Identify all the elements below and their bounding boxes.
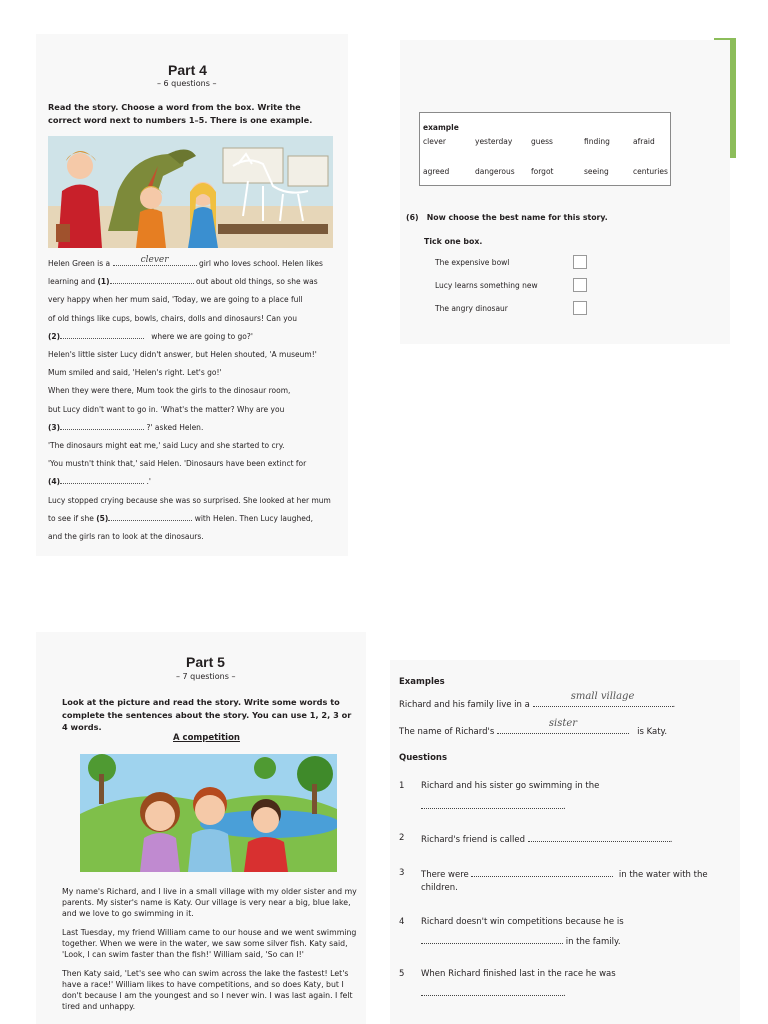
question-number: 4 [399, 917, 405, 927]
story-line: and the girls ran to look at the dinosaurs. [48, 532, 204, 542]
word-option: centuries [633, 167, 668, 176]
part5-subtitle: – 7 questions – [176, 672, 236, 681]
question-number: 1 [399, 781, 405, 791]
part4-right-panel [400, 40, 730, 344]
part4-story [48, 255, 348, 546]
story-line: When they were there, Mum took the girls to the dinosaur room, [48, 386, 291, 396]
story-line: very happy when her mum said, 'Today, we are going to a place full [48, 295, 303, 305]
part5-title: Part 5 [186, 654, 225, 670]
part4-subtitle: – 6 questions – [157, 79, 217, 88]
word-option: yesterday [475, 137, 513, 146]
question-3: There were in the water with the children. [421, 870, 708, 893]
answer-blank-5[interactable] [108, 512, 192, 521]
story-paragraph: Then Katy said, 'Let's see who can swim across the lake the fastest! Let's have a race!' William likes to have competitions, and so does Katy, but I don't because I am the youngest and so I never win. I was last again. I felt tired and unhappy. [62, 969, 353, 1011]
story-line: Helen's little sister Lucy didn't answer, but Helen shouted, 'A museum!' [48, 350, 317, 360]
example-1: Richard and his family live in a small village . [399, 691, 676, 710]
q6-question: (6) Now choose the best name for this story. [406, 213, 608, 222]
story-line: Mum smiled and said, 'Helen's right. Let's go!' [48, 368, 222, 378]
answer-field-1[interactable] [421, 800, 563, 809]
story-line: Helen Green is a clever girl who loves school. Helen likes [48, 255, 323, 268]
story-line: to see if she (5) with Helen. Then Lucy laughed, [48, 513, 313, 523]
answer-field-5[interactable] [421, 987, 563, 996]
answer-blank-1[interactable] [110, 275, 194, 284]
story-line: 'You mustn't think that,' said Helen. 'Dinosaurs have been extinct for [48, 459, 307, 469]
children-lake-illustration [80, 754, 337, 872]
example-2-answer: sister [497, 725, 629, 734]
story-line: (2) where we are going to go?' [48, 331, 253, 341]
example-2: The name of Richard's sister is Katy. [399, 718, 668, 737]
q6-tickbox[interactable] [573, 301, 587, 315]
museum-illustration [48, 136, 333, 248]
q6-option: The expensive bowl [435, 258, 510, 267]
word-box [419, 112, 671, 186]
story-line: (4) .' [48, 477, 151, 487]
q6-option: The angry dinosaur [435, 304, 508, 313]
example-1-answer: small village [533, 698, 673, 707]
part5-story [62, 886, 357, 1020]
word-option: agreed [423, 167, 450, 176]
answer-field-2[interactable] [528, 833, 670, 842]
q6-tickbox[interactable] [573, 278, 587, 292]
word-option: clever [423, 137, 446, 146]
story-paragraph: My name's Richard, and I live in a small village with my older sister and my parents. My sister's name is Katy. Our village is very near a big, blue lake, and we love to go swimming in it. [62, 887, 357, 918]
answer-field-4[interactable] [421, 935, 563, 944]
question-number: 5 [399, 969, 405, 979]
examples-heading: Examples [399, 677, 445, 687]
question-4: Richard doesn't win competitions because he is in the family. [421, 917, 624, 947]
word-option: finding [584, 137, 610, 146]
example-label: example [423, 123, 459, 132]
answer-blank-2[interactable] [60, 330, 144, 339]
example-answer-blank: clever [113, 257, 197, 266]
story-line: 'The dinosaurs might eat me,' said Lucy and she started to cry. [48, 441, 285, 451]
question-5: When Richard finished last in the race he was . [421, 969, 616, 999]
story-line: Lucy stopped crying because she was so surprised. She looked at her mum [48, 495, 331, 505]
part4-title: Part 4 [168, 62, 207, 78]
story-line: learning and (1) out about old things, so she was [48, 277, 318, 287]
story-line: (3) ?' asked Helen. [48, 422, 204, 432]
word-option: afraid [633, 137, 655, 146]
question-number: 2 [399, 833, 405, 843]
answer-blank-3[interactable] [60, 421, 144, 430]
question-number: 3 [399, 868, 405, 878]
q6-tick-instruction: Tick one box. [424, 237, 483, 246]
story-line: of old things like cups, bowls, chairs, dolls and dinosaurs! Can you [48, 313, 298, 323]
answer-blank-4[interactable] [60, 475, 144, 484]
q6-tickbox[interactable] [573, 255, 587, 269]
word-option: guess [531, 137, 553, 146]
part5-instructions: Look at the picture and read the story. Write some words to complete the sentences about the story. You can use 1, 2, 3 or 4 words. [62, 697, 352, 732]
story-title: A competition [173, 733, 240, 743]
q6-option: Lucy learns something new [435, 281, 538, 290]
question-1: Richard and his sister go swimming in the . [421, 781, 600, 812]
story-line: but Lucy didn't want to go in. 'What's the matter? Why are you [48, 404, 285, 414]
questions-heading: Questions [399, 753, 448, 763]
story-paragraph: Last Tuesday, my friend William came to our house and we went swimming together. When we were in the water, we saw some silver fish. Katy said, 'Look, I can swim faster than the fish!' William said, 'So can I!' [62, 928, 357, 959]
word-option: seeing [584, 167, 609, 176]
answer-field-3[interactable] [471, 868, 613, 877]
part4-instructions: Read the story. Choose a word from the box. Write the correct word next to numbers 1–5. There is one example. [48, 102, 313, 125]
word-option: forgot [531, 167, 554, 176]
word-option: dangerous [475, 167, 515, 176]
question-2: Richard's friend is called . [421, 835, 673, 845]
